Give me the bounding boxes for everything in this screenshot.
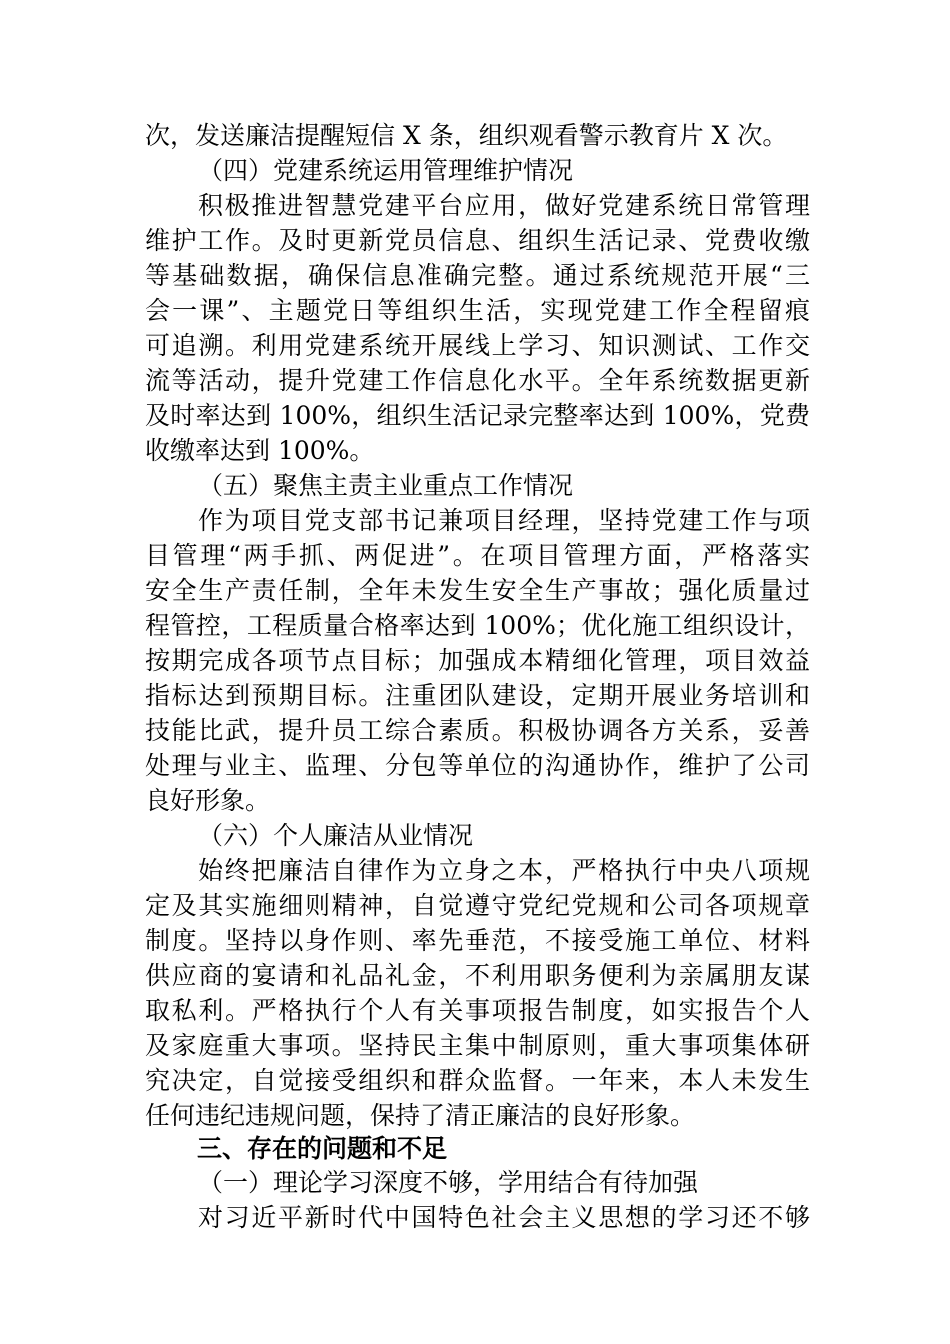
body-line: 及家庭重大事项。坚持民主集中制原则，重大事项集体研 [145, 1031, 810, 1060]
body-line: 等基础数据，确保信息准确完整。通过系统规范开展“三 [145, 261, 810, 290]
body-line: 技能比武，提升员工综合素质。积极协调各方关系，妥善 [145, 716, 810, 745]
body-line: 任何违纪违规问题，保持了清正廉洁的良好形象。 [145, 1101, 696, 1130]
body-line: 作为项目党支部书记兼项目经理，坚持党建工作与项 [198, 506, 810, 535]
subheading-party-system: （四）党建系统运用管理维护情况 [198, 156, 574, 185]
body-line: 取私利。严格执行个人有关事项报告制度，如实报告个人 [145, 996, 810, 1025]
body-line: 可追溯。利用党建系统开展线上学习、知识测试、工作交 [145, 331, 810, 360]
body-line: 对习近平新时代中国特色社会主义思想的学习还不够 [198, 1203, 810, 1232]
body-line: 及时率达到 100%，组织生活记录完整率达到 100%，党费 [145, 401, 810, 430]
body-line: 按期完成各项节点目标；加强成本精细化管理，项目效益 [145, 646, 810, 675]
body-line: 次，发送廉洁提醒短信 X 条，组织观看警示教育片 X 次。 [145, 121, 788, 150]
body-line: 制度。坚持以身作则、率先垂范，不接受施工单位、材料 [145, 926, 810, 955]
body-line: 指标达到预期目标。注重团队建设，定期开展业务培训和 [145, 681, 810, 710]
body-line: 会一课”、主题党日等组织生活，实现党建工作全程留痕 [145, 296, 810, 325]
body-line: 积极推进智慧党建平台应用，做好党建系统日常管理 [198, 191, 810, 220]
subheading-core-work: （五）聚焦主责主业重点工作情况 [198, 471, 574, 500]
body-line: 收缴率达到 100%。 [145, 436, 375, 465]
body-line: 定及其实施细则精神，自觉遵守党纪党规和公司各项规章 [145, 891, 810, 920]
subheading-integrity: （六）个人廉洁从业情况 [198, 821, 474, 850]
body-line: 流等活动，提升党建工作信息化水平。全年系统数据更新 [145, 366, 810, 395]
body-line: 始终把廉洁自律作为立身之本，严格执行中央八项规 [198, 856, 810, 885]
body-line: 程管控，工程质量合格率达到 100%；优化施工组织设计， [145, 611, 810, 640]
body-line: 良好形象。 [145, 786, 271, 815]
body-line: 究决定，自觉接受组织和群众监督。一年来，本人未发生 [145, 1066, 810, 1095]
body-line: 维护工作。及时更新党员信息、组织生活记录、党费收缴 [145, 226, 810, 255]
section-heading-problems: 三、存在的问题和不足 [197, 1134, 448, 1163]
body-line: 供应商的宴请和礼品礼金，不利用职务便利为亲属朋友谋 [145, 961, 810, 990]
body-line: 安全生产责任制，全年未发生安全生产事故；强化质量过 [145, 576, 810, 605]
body-line: 处理与业主、监理、分包等单位的沟通协作，维护了公司 [145, 751, 810, 780]
subheading-theory-study: （一）理论学习深度不够，学用结合有待加强 [198, 1168, 699, 1197]
body-line: 目管理“两手抓、两促进”。在项目管理方面，严格落实 [145, 541, 810, 570]
